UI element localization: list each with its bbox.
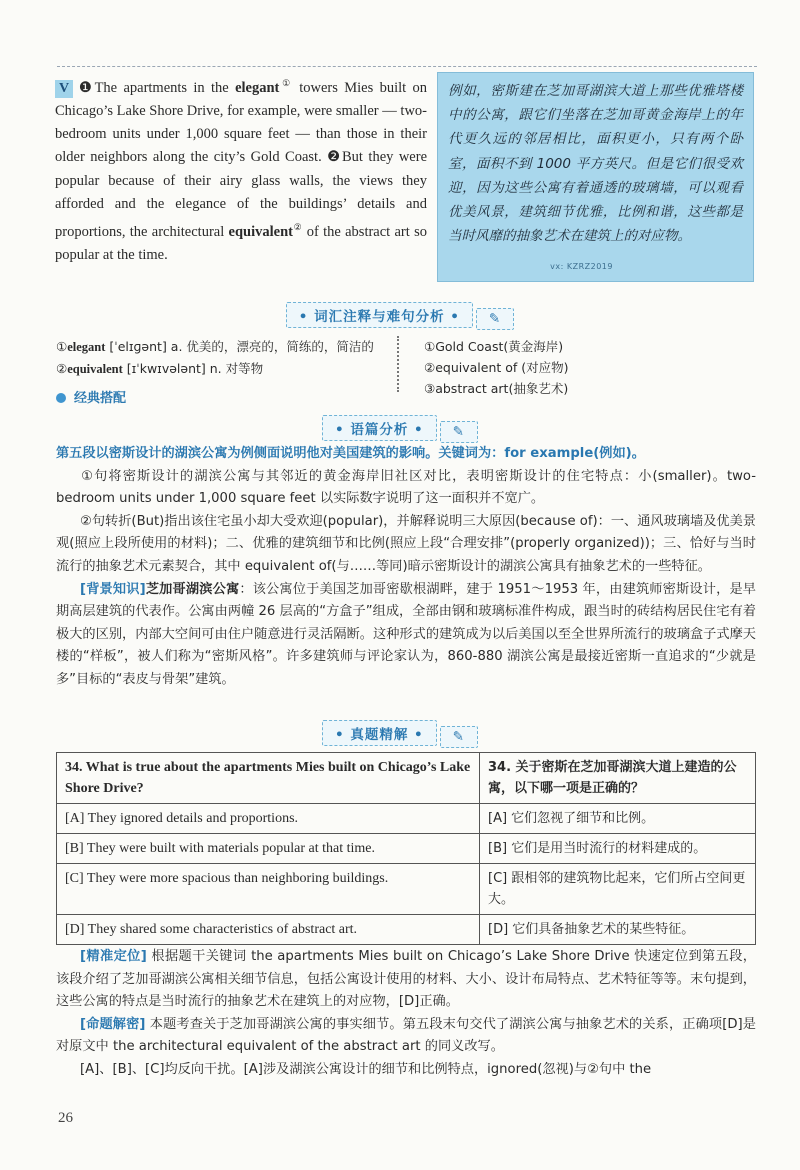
heading-analysis-label: • 语篇分析 • [322, 415, 437, 441]
bullet-dot-icon [56, 393, 66, 403]
heading-analysis [0, 415, 800, 441]
explanation-section [56, 946, 756, 1082]
vocab-right [424, 336, 754, 399]
section-tag: V [55, 80, 73, 98]
sentence-2-part-b: of the abstract art so popular at the time. [55, 223, 427, 264]
vocab-item: ①elegant [ˈelɪɡənt] a. 优美的，漂亮的，简练的，简洁的 [56, 339, 374, 354]
analysis-p2: ②句转折(But)指出该住宅虽小却大受欢迎(popular)，并解释说明三大原因(because of)：一、通风玻璃墙及优美景观(照应上段所使用的材料)；二、优雅的建筑细节和比例(照应上段“合理安排”(properly organized))；三、恰好与当时流行的抽象艺术元素契合，其中 equivalent of(与……等同)暗示密斯设计的湖滨公寓具有抽象艺术的一些特征。 [56, 513, 756, 574]
option-c-zh: [C] 跟相邻的建筑物比起来，它们所占空间更大。 [480, 864, 756, 915]
option-row [57, 834, 756, 864]
collocation-item: ②equivalent of (对应物) [424, 360, 569, 375]
heading-vocab [0, 302, 800, 328]
watermark: vx: KZRZ2019 [550, 261, 613, 271]
ref-1: ① [279, 78, 293, 88]
heading-exam [0, 720, 800, 746]
classic-collocation-label: 经典搭配 [56, 387, 126, 406]
analysis-p1: ①句将密斯设计的湖滨公寓与其邻近的黄金海岸旧社区对比，表明密斯设计的住宅特点：小(smaller)。two-bedroom units under 1,000 square feet 以实际数字说明了这一面积并不宽广。 [56, 468, 756, 507]
option-row [57, 804, 756, 834]
english-passage [55, 72, 427, 267]
chinese-translation-box [437, 72, 754, 282]
distractor-analysis: [A]、[B]、[C]均反向干扰。[A]涉及湖滨公寓设计的细节和比例特点，ignored(忽视)与②句中 the [80, 1061, 652, 1077]
option-c-en: [C] They were more spacious than neighboring buildings. [57, 864, 480, 915]
option-b-en: [B] They were built with materials popular at that time. [57, 834, 480, 864]
bg-title: 芝加哥湖滨公寓 [145, 581, 240, 597]
sentence-1-part-b: towers Mies built on Chicago’s Lake Shore Drive, for example, were smaller — two-bedroom units under 1,000 square feet — than those in their older neighbors along the city’s Gold Coast. [55, 79, 427, 166]
translation-text: 例如，密斯建在芝加哥湖滨大道上那些优雅塔楼中的公寓，跟它们坐落在芝加哥黄金海岸上的年代更久远的邻居相比，面积更小，只有两个卧室，面积不到 1000 平方英尺。但是它们很受欢迎，因为这些公寓有着通透的玻璃墙，可以观看优美风景，建筑细节优雅，比例和谐，这些都是当时风靡的抽象艺术在建筑上的对应物。 [448, 83, 743, 245]
heading-exam-label: • 真题精解 • [322, 720, 437, 746]
analysis-summary: 第五段以密斯设计的湖滨公寓为例侧面说明他对美国建筑的影响。关键词为：for example(例如)。 [56, 446, 645, 461]
question-table [56, 752, 756, 945]
word-elegant: elegant [235, 79, 280, 96]
heading-vocab-label: • 词汇注释与难句分析 • [286, 302, 473, 328]
option-d-en: [D] They shared some characteristics of abstract art. [57, 915, 480, 945]
vocab-divider [397, 336, 399, 392]
option-b-zh: [B] 它们是用当时流行的材料建成的。 [480, 834, 756, 864]
question-zh: 34. 关于密斯在芝加哥湖滨大道上建造的公寓，以下哪一项是正确的？ [480, 753, 756, 804]
background-knowledge: [背景知识]芝加哥湖滨公寓：该公寓位于美国芝加哥密歇根湖畔，建于 1951～1953 年，由建筑师密斯设计，是早期高层建筑的代表作。公寓由两幢 26 层高的“方盒子”组成，全部由钢和玻璃标准件构成，跟当时的砖结构居民住宅有着极大的区别，内部大空间可由住户随意进行灵活隔断。这种形式的建筑成为以后美国以至全世界所流行的玻璃盒子式摩天楼的“样板”，被人们称为“密斯风格”。许多建筑师与评论家认为，860-880 湖滨公寓是最接近密斯一直追求的“少就是多”目标的“表皮与骨架”建筑。 [56, 581, 756, 687]
question-decoding: [命题解密] 本题考查关于芝加哥湖滨公寓的事实细节。第五段末句交代了湖滨公寓与抽象艺术的关系，正确项[D]是对原文中 the architectural equivalent of the abstract art 的同义改写。 [56, 1016, 756, 1055]
option-d-zh: [D] 它们具备抽象艺术的某些特征。 [480, 915, 756, 945]
word-equivalent: equivalent [228, 223, 293, 240]
vocab-left [56, 336, 396, 380]
bg-tag: [背景知识] [80, 581, 146, 597]
sentence-1-marker: ❶ [76, 79, 95, 96]
vocab-word: elegant [67, 340, 106, 354]
pen-icon: ✎ [440, 726, 478, 748]
collocation-item: ①Gold Coast(黄金海岸) [424, 339, 564, 354]
question-en: 34. What is true about the apartments Mies built on Chicago’s Lake Shore Drive? [57, 753, 480, 804]
collocation-item: ③abstract art(抽象艺术) [424, 381, 569, 396]
option-a-en: [A] They ignored details and proportions. [57, 804, 480, 834]
precise-location: [精准定位] 根据题干关键词 the apartments Mies built on Chicago’s Lake Shore Drive 快速定位到第五段，该段介绍了芝加哥湖滨公寓相关细节信息，包括公寓设计使用的材料、大小、设计布局特点、艺术特征等等。末句提到，这些公寓的特点是当时流行的抽象艺术在建筑上的对应物，[D]正确。 [56, 949, 756, 1010]
option-row [57, 864, 756, 915]
option-a-zh: [A] 它们忽视了细节和比例。 [480, 804, 756, 834]
pen-icon: ✎ [440, 421, 478, 443]
question-row [57, 753, 756, 804]
sentence-1-part-a: The apartments in the [94, 79, 236, 96]
pen-icon: ✎ [476, 308, 514, 330]
sentence-2-marker: ❷ [327, 149, 343, 166]
analysis-section [56, 443, 756, 692]
page-number: 26 [58, 1110, 73, 1126]
ref-2: ② [293, 222, 303, 233]
sentence-2-part-a: But they were popular because of their airy glass walls, the views they afforded and the elegance of the buildings’ details and proportions, the architectural [55, 149, 428, 240]
top-dashed-rule [57, 66, 757, 67]
vocab-item: ②equivalent [ɪˈkwɪvələnt] n. 对等物 [56, 361, 264, 376]
vocab-word: equivalent [67, 362, 123, 376]
option-row [57, 915, 756, 945]
